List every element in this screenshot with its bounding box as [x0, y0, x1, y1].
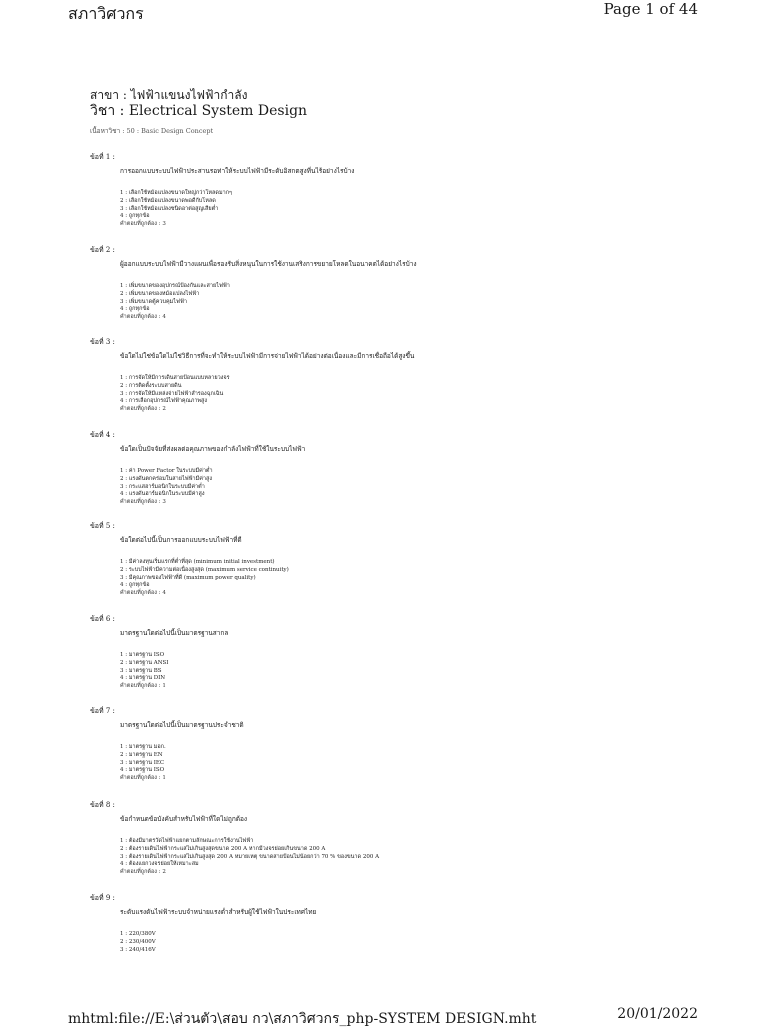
choice-item: 2 : ระบบไฟฟ้ามีความต่อเนื่องสูงสุด (maximum service continuity) — [120, 566, 289, 573]
choice-list — [120, 838, 690, 877]
question-block — [90, 706, 690, 783]
correct-answer: คำตอบที่ถูกต้อง : 4 — [120, 590, 166, 597]
choice-item: 1 : เลือกใช้หม้อแปลงขนาดใหญ่กว่าโหลดมากๆ — [120, 190, 233, 196]
choice-item: 1 : 220/380V — [120, 931, 156, 937]
choice-item: 3 : มาตรฐาน BS — [120, 667, 162, 674]
question-text: ระดับแรงดันไฟฟ้าระบบจำหน่ายแรงต่ำสำหรับผู้ใช้ไฟฟ้าในประเทศไทย — [120, 908, 317, 916]
choice-item: 3 : เพิ่มขนาดตู้ควบคุมไฟฟ้า — [120, 298, 187, 305]
choice-item: 4 : ถูกทุกข้อ — [120, 582, 150, 589]
choice-list — [120, 744, 690, 783]
choice-item: 4 : มาตรฐาน DIN — [120, 675, 166, 682]
question-block — [90, 893, 690, 954]
correct-answer: คำตอบที่ถูกต้อง : 3 — [120, 499, 166, 506]
choice-item: 1 : มีค่าลงทุนเริ่มแรกที่ต่ำที่สุด (minimum initial investment) — [120, 559, 275, 565]
question-text: ผู้ออกแบบระบบไฟฟ้ามีวางแผนเพื่อรองรับสิ่งหนุนในการใช้งานเสริงการขยายโหลดในอนาคตได้อย่างไรบ้าง — [120, 260, 417, 268]
question-block — [90, 337, 690, 414]
choice-item: 1 : มาตรฐาน ISO — [120, 652, 165, 658]
choice-item: 1 : การจัดให้มีการเดินสายป้อนแบบหลายวงจร — [120, 375, 230, 381]
question-block — [90, 245, 690, 322]
choice-item: 2 : แรงดันตกคร่อมในสายไฟฟ้ามีค่าสูง — [120, 475, 213, 482]
question-number: ข้อที่ 6 : — [90, 615, 115, 623]
choice-item: 3 : การจัดให้มีแหล่งจ่ายไฟฟ้าสำรองฉุกเฉิน — [120, 390, 224, 397]
question-block — [90, 152, 690, 229]
question-text: ข้อกำหนดข้อบังคับสำหรับไฟฟ้าที่ใดไม่ถูกต้อง — [120, 815, 248, 823]
question-text: ข้อใดไม่ใช่ข้อใดไม่ใช่วิธีการที่จะทำให้ระบบไฟฟ้ามีการจ่ายไฟฟ้าได้อย่างต่อเนื่องและมีการเชื่อถือได้สูงขึ้น — [120, 352, 415, 360]
question-text: มาตรฐานใดต่อไปนี้เป็นมาตรฐานประจำชาติ — [120, 721, 244, 729]
choice-item: 2 : 230/400V — [120, 938, 156, 945]
choice-item: 2 : มาตรฐาน ANSI — [120, 659, 169, 666]
question-number: ข้อที่ 1 : — [90, 153, 115, 161]
branch-label: สาขา : ไฟฟ้าแขนงไฟฟ้ากำลัง — [90, 88, 248, 102]
question-text: การออกแบบระบบไฟฟ้าประสานรอท่าให้ระบบไฟฟ้ามีระดับอิสกตสูงที่นไร้อย่างไรบ้าง — [120, 167, 355, 175]
choice-item: 4 : การเลือกอุปกรณ์ไฟฟ้าคุณภาพสูง — [120, 398, 208, 405]
choice-item: 2 : ต้องรายเดินไฟฟ้ากระแสไม่เกินสูงสุดขนาด 200 A หากมีวงจรย่อยเกินขนาด 200 A — [120, 845, 326, 852]
choice-item: 1 : เพิ่มขนาดของอุปกรณ์ป้องกันและสายไฟฟ้า — [120, 283, 230, 289]
choice-item: 3 : กระแสฮาร์มอนิกในระบบมีค่าต่ำ — [120, 483, 205, 490]
question-number: ข้อที่ 8 : — [90, 801, 115, 809]
choice-item: 1 : ต้องมีมาตรวัดไฟฟ้าแยกตามลักษณะการใช้งานไฟฟ้า — [120, 838, 254, 844]
choice-item: 1 : มาตรฐาน มอก. — [120, 744, 166, 750]
header-title: สภาวิศวกร — [68, 4, 144, 23]
choice-item: 3 : ต้องรายเดินไฟฟ้ากระแสไม่เกินสูงสุด 200 A หมายเหตุ ขนาดสายป้อนไม่น้อยกว่า 70 % ของขนาด 200 A — [120, 853, 380, 860]
choice-item: 3 : มีคุณภาพของไฟฟ้าที่ดี (maximum power quality) — [120, 574, 256, 581]
choice-item: 4 : ถูกทุกข้อ — [120, 213, 150, 220]
choice-item: 3 : มาตรฐาน IEC — [120, 759, 165, 766]
correct-answer: คำตอบที่ถูกต้อง : 3 — [120, 221, 166, 228]
page-number: Page 1 of 44 — [603, 0, 698, 18]
choice-item: 3 : 240/416V — [120, 946, 156, 953]
correct-answer: คำตอบที่ถูกต้อง : 2 — [120, 406, 166, 413]
question-number: ข้อที่ 2 : — [90, 246, 115, 254]
question-block — [90, 521, 690, 598]
question-block — [90, 800, 690, 877]
subject-label: วิชา : Electrical System Design — [90, 103, 308, 119]
choice-item: 4 : มาตรฐาน ISO — [120, 767, 165, 774]
footer-path: mhtml:file://E:\ส่วนตัว\สอบ กว\สภาวิศวกร_php-SYSTEM DESIGN.mht — [68, 1011, 537, 1027]
choice-list — [120, 190, 690, 229]
correct-answer: คำตอบที่ถูกต้อง : 4 — [120, 314, 166, 321]
choice-item: 2 : มาตรฐาน EN — [120, 751, 163, 758]
choice-list — [120, 468, 690, 507]
question-number: ข้อที่ 9 : — [90, 894, 115, 902]
question-text: ข้อใดต่อไปนี้เป็นการออกแบบระบบไฟฟ้าที่ดี — [120, 536, 242, 544]
choice-item: 2 : เพิ่มขนาดของหม้อแปลงไฟฟ้า — [120, 290, 200, 297]
question-block — [90, 614, 690, 691]
question-text: ข้อใดเป็นปัจจัยที่ส่งผลต่อคุณภาพของกำลังไฟฟ้าที่ใช้ในระบบไฟฟ้า — [120, 445, 306, 453]
question-text: มาตรฐานใดต่อไปนี้เป็นมาตรฐานสากล — [120, 629, 229, 637]
correct-answer: คำตอบที่ถูกต้อง : 1 — [120, 775, 166, 782]
choice-list — [120, 375, 690, 414]
question-number: ข้อที่ 4 : — [90, 431, 115, 439]
footer-date: 20/01/2022 — [617, 1006, 698, 1022]
correct-answer: คำตอบที่ถูกต้อง : 1 — [120, 683, 166, 690]
question-block — [90, 430, 690, 507]
question-number: ข้อที่ 3 : — [90, 338, 115, 346]
choice-item: 4 : ต้องแยกวงจรย่อยให้เหมาะสม — [120, 861, 199, 868]
choice-item: 4 : แรงดันฮาร์มอนิกในระบบมีค่าสูง — [120, 491, 205, 498]
choice-list — [120, 652, 690, 691]
choice-list — [120, 931, 690, 954]
choice-item: 1 : ค่า Power Factor ในระบบมีค่าต่ำ — [120, 468, 213, 474]
choice-list — [120, 559, 690, 598]
choice-list — [120, 283, 690, 322]
correct-answer: คำตอบที่ถูกต้อง : 2 — [120, 869, 166, 876]
document-body — [90, 88, 690, 136]
choice-item: 2 : เลือกใช้หม้อแปลงขนาดพอดีกับโหลด — [120, 197, 216, 204]
question-number: ข้อที่ 7 : — [90, 707, 115, 715]
topic-label: เนื้อหาวิชา : 50 : Basic Design Concept — [90, 127, 214, 135]
choice-item: 4 : ถูกทุกข้อ — [120, 306, 150, 313]
choice-item: 3 : เลือกใช้หม้อแปลงชนิดอาต่อสูญเสียต่ำ — [120, 205, 219, 212]
choice-item: 2 : การติดตั้งระบบสายดิน — [120, 382, 182, 389]
question-number: ข้อที่ 5 : — [90, 522, 115, 530]
